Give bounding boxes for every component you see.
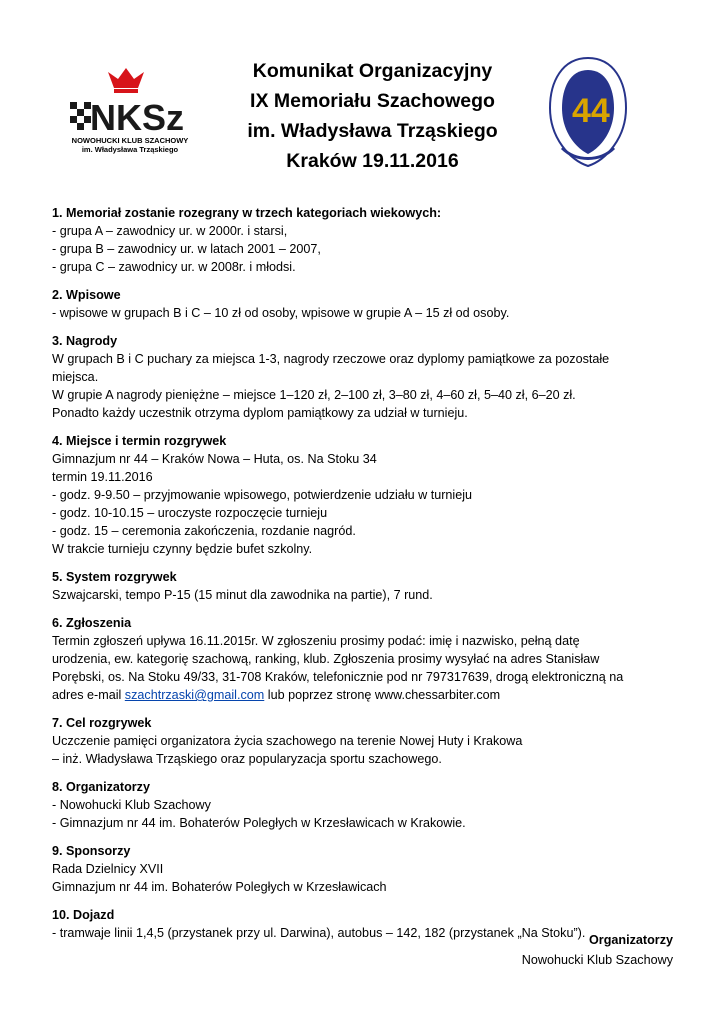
email-suffix: lub poprzez stronę www.chessarbiter.com [264, 688, 501, 702]
section-line: - tramwaje linii 1,4,5 (przystanek przy ul. Darwina), autobus – 142, 182 (przystanek „Na Stoku”). [52, 926, 586, 940]
svg-text:NKSz: NKSz [90, 97, 185, 138]
section-registration [52, 614, 672, 704]
section-heading: 4. Miejsce i termin rozgrywek [52, 434, 227, 448]
section-heading: 6. Zgłoszenia [52, 616, 132, 630]
logo-subtitle-patron: im. Władysława Trząskiego [81, 145, 179, 154]
title-line-4: Kraków 19.11.2016 [286, 150, 459, 172]
section-categories [52, 204, 672, 276]
section-heading: 8. Organizatorzy [52, 780, 150, 794]
section-line: Ponadto każdy uczestnik otrzyma dyplom pamiątkowy za udział w turnieju. [52, 406, 468, 420]
section-heading: 1. Memoriał zostanie rozegrany w trzech kategoriach wiekowych: [52, 206, 442, 220]
section-heading: 5. System rozgrywek [52, 570, 177, 584]
section-line: - godz. 15 – ceremonia zakończenia, rozdanie nagród. [52, 524, 356, 538]
section-line: urodzenia, ew. kategorię szachową, ranking, klub. Zgłoszenia prosimy wysyłać na adres Stanisław [52, 652, 600, 666]
section-heading: 7. Cel rozgrywek [52, 716, 152, 730]
section-line: Porębski, os. Na Stoku 49/33, 31-708 Kraków, telefonicznie pod nr 797317639, drogą elektroniczną na [52, 670, 624, 684]
title-line-1: Komunikat Organizacyjny [252, 60, 493, 82]
section-line: - godz. 9-9.50 – przyjmowanie wpisowego, potwierdzenie udziału w turnieju [52, 488, 473, 502]
title-line-2: IX Memoriału Szachowego [250, 90, 495, 112]
section-heading: 3. Nagrody [52, 334, 118, 348]
school-emblem-icon [542, 52, 634, 170]
signature-label: Organizatorzy [589, 933, 673, 947]
signature-club: Nowohucki Klub Szachowy [521, 953, 673, 967]
section-line: - grupa A – zawodnicy ur. w 2000r. i starsi, [52, 224, 288, 238]
section-line: - Gimnazjum nr 44 im. Bohaterów Poległych w Krzesławicach w Krakowie. [52, 816, 466, 830]
section-line: Szwajcarski, tempo P-15 (15 minut dla zawodnika na partie), 7 rund. [52, 588, 433, 602]
section-line: Gimnazjum nr 44 – Kraków Nowa – Huta, os. Na Stoku 34 [52, 452, 377, 466]
section-heading: 10. Dojazd [52, 908, 115, 922]
section-prizes [52, 332, 672, 422]
nksz-logo [68, 66, 192, 166]
signature-block [522, 930, 673, 970]
section-line: Rada Dzielnicy XVII [52, 862, 164, 876]
section-line: W grupach B i C puchary za miejsca 1-3, nagrody rzeczowe oraz dyplomy pamiątkowe za pozostałe [52, 352, 610, 366]
section-sponsors [52, 842, 672, 896]
section-organizers [52, 778, 672, 832]
email-line [52, 686, 672, 704]
section-line: – inż. Władysława Trząskiego oraz popularyzacja sportu szachowego. [52, 752, 442, 766]
logo-subtitle-club: NOWOHUCKI KLUB SZACHOWY [71, 136, 189, 145]
section-line: - grupa B – zawodnicy ur. w latach 2001 – 2007, [52, 242, 321, 256]
section-line: Uczczenie pamięci organizatora życia szachowego na terenie Nowej Huty i Krakowa [52, 734, 523, 748]
section-line: miejsca. [52, 370, 99, 384]
section-heading: 2. Wpisowe [52, 288, 121, 302]
section-line: Termin zgłoszeń upływa 16.11.2015r. W zgłoszeniu prosimy podać: imię i nazwisko, pełną datę [52, 634, 580, 648]
section-line: - grupa C – zawodnicy ur. w 2008r. i młodsi. [52, 260, 296, 274]
section-venue [52, 432, 672, 558]
school-emblem [542, 52, 634, 170]
email-prefix: adres e-mail [52, 688, 125, 702]
section-heading: 9. Sponsorzy [52, 844, 131, 858]
section-line: W grupie A nagrody pieniężne – miejsce 1–120 zł, 2–100 zł, 3–80 zł, 4–60 zł, 5–40 zł, 6–20 zł. [52, 388, 576, 402]
document-title [200, 56, 545, 176]
section-line: termin 19.11.2016 [52, 470, 153, 484]
svg-text:44: 44 [572, 92, 610, 130]
section-system [52, 568, 672, 604]
section-line: - Nowohucki Klub Szachowy [52, 798, 211, 812]
title-line-3: im. Władysława Trząskiego [247, 120, 498, 142]
document-body [52, 204, 672, 952]
section-line: - godz. 10-10.15 – uroczyste rozpoczęcie turnieju [52, 506, 328, 520]
section-goal [52, 714, 672, 768]
section-line: Gimnazjum nr 44 im. Bohaterów Poległych w Krzesławicach [52, 880, 387, 894]
section-entry-fee [52, 286, 672, 322]
email-link[interactable]: szachtrzaski@gmail.com [124, 688, 265, 702]
section-line: W trakcie turnieju czynny będzie bufet szkolny. [52, 542, 313, 556]
section-line: - wpisowe w grupach B i C – 10 zł od osoby, wpisowe w grupie A – 15 zł od osoby. [52, 306, 510, 320]
